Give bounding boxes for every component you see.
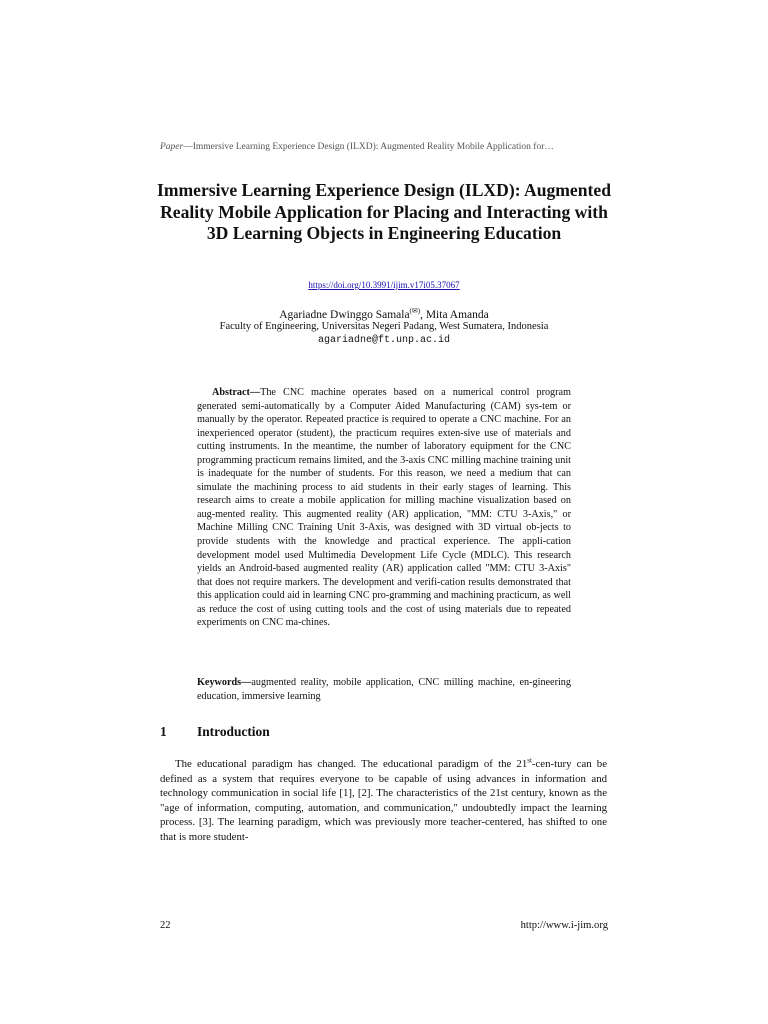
abstract-text: The CNC machine operates based on a numerical control program generated semi-automatically by a Computer Aided Manufacturing (CAM) sys-tem or manually by the operator. Repeated practice is required to operate a CNC machine. For an inexperienced operator (student), the practicum requires exten-sive use of materials and cutting instruments. In the meantime, the number of laboratory equipment for the CNC programming practicum remains limited, and the 3-axis CNC milling machine training unit is inadequate for the number of students. For this reason, we need a medium that can simulate the machining process to aid students in their early stages of learning. This research aims to create a mobile application for milling machine visualization based on aug-mented reality. This augmented reality (AR) application, "MM: CTU 3-Axis," or Machine Milling CNC Training Unit 3-Axis, was designed with 3D virtual ob-jects to provide students with the knowledge and practical experience. The appli-cation development model used Multimedia Development Life Cycle (MDLC). This research yields an Android-based augmented reality (AR) application called "MM: CTU 3-Axis" that does not require markers. The development and verifi-cation results demonstrated that this application could aid in learning CNC pro-gramming and machining practicum, as well as reduce the cost of using cutting tools and the cost of using materials due to repeated experiments on CNC ma-chines. — [197, 387, 571, 629]
keywords-text: augmented reality, mobile application, CNC milling machine, en-gineering education, immersive learning — [197, 677, 571, 702]
footer-url: http://www.i-jim.org — [520, 920, 608, 931]
section-title: Introduction — [197, 724, 270, 739]
doi-line — [160, 280, 608, 290]
keywords — [197, 676, 571, 703]
running-head-prefix: Paper — [160, 142, 184, 152]
body-text-part2: -cen-tury can be defined as a system that requires everyone to be capable of using advances in information and technology communication in social life [1], [2]. The characteristics of the 21st century, known as the "age of information, computing, automation, and communication," undoubtedly impact the learning process. [3]. The learning paradigm, which was previously more teacher-centered, has shifted to one that is more student- — [160, 758, 607, 843]
body-text-part1: The educational paradigm has changed. The educational paradigm of the 21 — [175, 758, 528, 770]
corresponding-author-mark: (✉) — [409, 307, 421, 315]
page-number: 22 — [160, 920, 171, 931]
section-number: 1 — [160, 724, 167, 739]
authors-line — [160, 307, 608, 321]
author-first: Agariadne Dwinggo Samala — [279, 308, 410, 321]
running-head — [160, 142, 610, 152]
body-superscript: st — [527, 756, 532, 765]
doi-link[interactable]: https://doi.org/10.3991/ijim.v17i05.37067 — [308, 280, 460, 290]
affiliation: Faculty of Engineering, Universitas Negeri Padang, West Sumatera, Indonesia — [219, 321, 549, 332]
author-email: agariadne@ft.unp.ac.id — [317, 335, 451, 346]
running-head-text: —Immersive Learning Experience Design (ILXD): Augmented Reality Mobile Application for… — [183, 142, 554, 152]
keywords-label: Keywords— — [197, 677, 252, 688]
author-rest: , Mita Amanda — [420, 308, 489, 321]
abstract — [197, 386, 571, 630]
abstract-label: Abstract— — [212, 387, 261, 398]
paper-title: Immersive Learning Experience Design (ILXD): Augmented Reality Mobile Application for Placing and Interacting with 3D Learning Objects in Engineering Education — [157, 180, 611, 243]
body-paragraph — [160, 757, 607, 844]
section-heading — [160, 724, 270, 740]
